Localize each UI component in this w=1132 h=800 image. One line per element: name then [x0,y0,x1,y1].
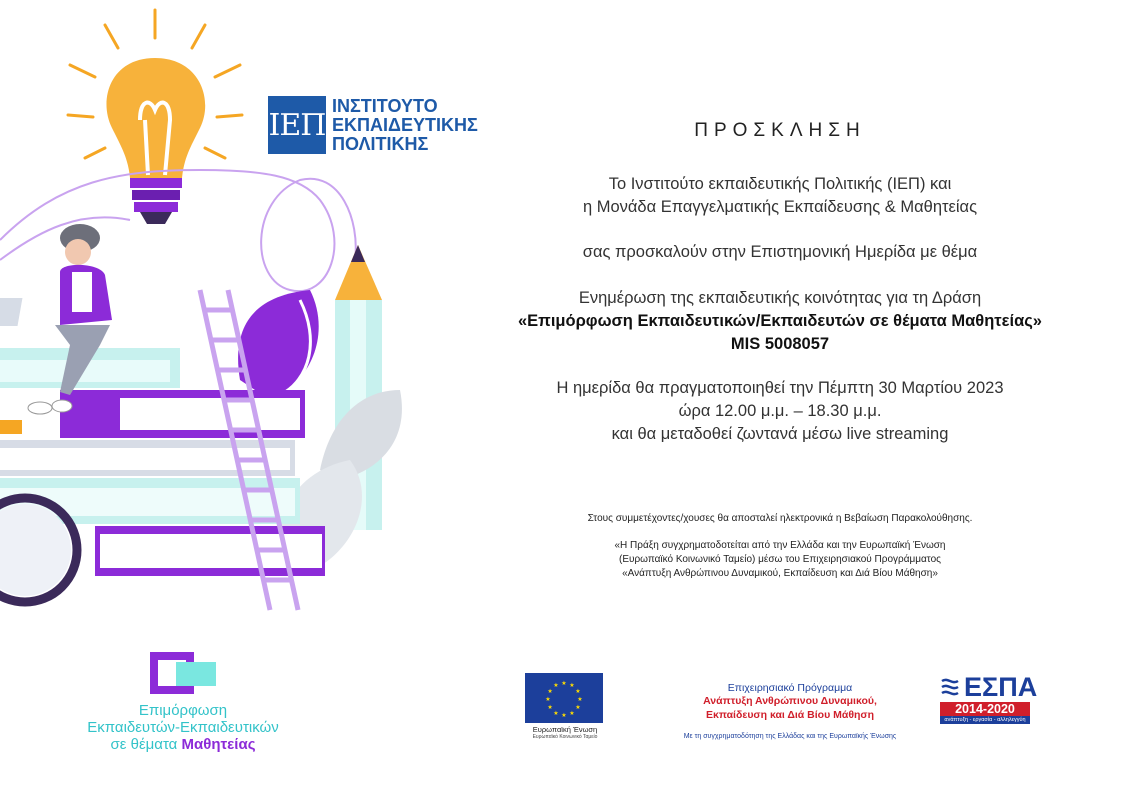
iep-name-line: ΕΚΠΑΙΔΕΥΤΙΚΗΣ [332,114,478,135]
program-logo [78,652,288,753]
op-title-line: Εκπαίδευση και Διά Βίου Μάθηση [705,709,875,721]
eu-star-icon: ★ [547,689,553,695]
op-title-line: Ανάπτυξη Ανθρώπινου Δυναμικού, [703,695,877,707]
iep-logo-mark: ΙΕΠ [268,96,326,154]
eu-star-icon: ★ [561,681,567,687]
program-logo-bold: Μαθητείας [181,736,256,753]
funding-line: (Ευρωπαϊκό Κοινωνικό Ταμείο) μέσω του Επιχειρησιακού Προγράμματος [619,554,941,565]
invite-line: σας προσκαλούν στην Επιστημονική Ημερίδα με θέμα [582,243,978,261]
funding-line: «Η Πράξη συγχρηματοδοτείται από την Ελλάδα και την Ευρωπαϊκή Ένωση [614,540,946,551]
eu-star-icon: ★ [569,710,575,717]
eu-subcaption: Ευρωπαϊκό Κοινωνικό Ταμείο [532,734,598,740]
espa-name [940,672,1038,702]
program-logo-prefix: σε θέματα [110,736,182,753]
stream-line: και θα μεταδοθεί ζωντανά μέσω live streaming [611,425,949,443]
eu-star-icon: ★ [547,705,553,711]
eu-star-icon: ★ [545,697,551,703]
eu-flag-icon [525,673,603,723]
operational-program-logo [640,682,940,740]
intro-paragraph [460,173,1100,219]
funding-line: «Ανάπτυξη Ανθρώπινου Δυναμικού, Εκπαίδευση και Διά Βίου Μάθηση» [622,568,938,579]
magnifier-icon [0,498,77,602]
funding-note [460,539,1100,581]
certificate-note: Στους συμμετέχοντες/χουσες θα αποσταλεί ηλεκτρονικά η Βεβαίωση Παρακολούθησης. [587,513,973,524]
espa-logo [940,672,1038,724]
intro-line: η Μονάδα Επαγγελματικής Εκπαίδευσης & Μαθητείας [582,198,978,216]
op-cofunding: Με τη συγχρηματοδότηση της Ελλάδας και της Ευρωπαϊκής Ένωσης [683,733,897,740]
eu-logo [525,673,605,740]
eu-star-icon: ★ [553,683,559,690]
invitation-title: ΠΡΟΣΚΛΗΣΗ [694,120,866,141]
schedule-block [460,377,1100,446]
light-bulb-icon [106,58,205,224]
eu-star-icon: ★ [561,713,567,719]
espa-tagline: ανάπτυξη - εργασία - αλληλεγγύη [940,716,1030,724]
eu-star-icon: ★ [553,710,559,717]
eu-star-icon: ★ [575,689,581,695]
eu-star-icon: ★ [577,697,583,703]
mis-code: MIS 5008057 [730,335,830,353]
espa-flag-icon [940,677,960,697]
education-illustration [0,0,430,620]
iep-logo [268,96,478,154]
date-line: Η ημερίδα θα πραγματοποιηθεί την Πέμπτη 30 Μαρτίου 2023 [556,379,1004,397]
op-line: Επιχειρησιακό Πρόγραμμα [727,682,853,694]
time-line: ώρα 12.00 μ.μ. – 18.30 μ.μ. [678,402,882,420]
program-logo-line: Εκπαιδευτών-Εκπαιδευτικών [87,719,279,736]
program-logo-line [78,736,288,753]
eu-star-icon: ★ [575,705,581,711]
program-logo-line: Επιμόρφωση [138,702,228,719]
iep-logo-name [332,97,478,154]
topic-line: Ενημέρωση της εκπαιδευτικής κοινότητας για τη Δράση [578,289,982,307]
eu-star-icon: ★ [569,683,575,690]
iep-name-line: ΠΟΛΙΤΙΚΗΣ [332,133,429,154]
eu-caption: Ευρωπαϊκή Ένωση [532,725,598,734]
action-title: «Επιμόρφωση Εκπαιδευτικών/Εκπαιδευτών σε θέματα Μαθητείας» [518,312,1042,330]
topic-block [460,287,1100,356]
program-logo-mark-icon [150,652,216,696]
espa-years: 2014-2020 [940,702,1030,716]
intro-line: Το Ινστιτούτο εκπαιδευτικής Πολιτικής (ΙΕΠ) και [608,175,952,193]
espa-title: ΕΣΠΑ [964,672,1038,702]
iep-name-line: ΙΝΣΤΙΤΟΥΤΟ [332,95,438,116]
